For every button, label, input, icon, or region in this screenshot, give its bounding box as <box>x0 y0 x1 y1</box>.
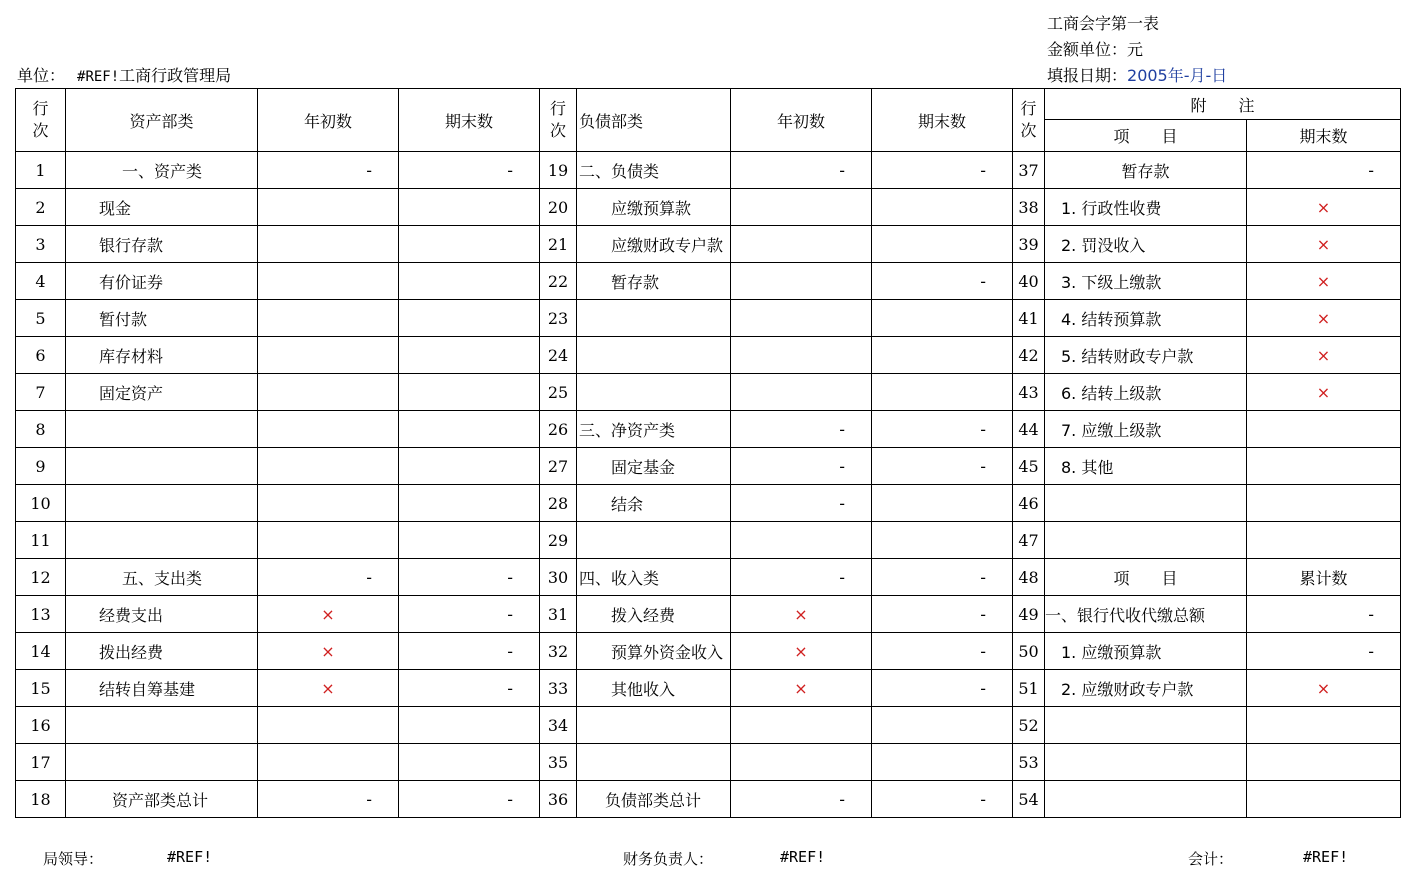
header-note-item: 项 目 <box>1045 120 1247 152</box>
row-number: 6 <box>16 337 66 374</box>
note-item-label: 7. 应缴上级款 <box>1045 411 1247 448</box>
row-number: 18 <box>16 781 66 818</box>
liability-end-value <box>872 374 1013 411</box>
row-number: 10 <box>16 485 66 522</box>
note-value: × <box>1247 337 1401 374</box>
liability-end-value <box>872 522 1013 559</box>
note-value: × <box>1247 263 1401 300</box>
row-number: 48 <box>1013 559 1045 596</box>
asset-begin-value <box>258 485 399 522</box>
asset-begin-value <box>258 263 399 300</box>
asset-end-value <box>399 263 540 300</box>
note-value: × <box>1247 300 1401 337</box>
row-number: 17 <box>16 744 66 781</box>
row-number: 42 <box>1013 337 1045 374</box>
footer-leader-label: 局领导： <box>43 850 104 868</box>
note-item-label: 4. 结转预算款 <box>1045 300 1247 337</box>
footer-finance-label: 财务负责人： <box>623 850 714 868</box>
liability-begin-value <box>731 707 872 744</box>
table-row <box>16 300 1401 337</box>
row-number: 16 <box>16 707 66 744</box>
row-number: 4 <box>16 263 66 300</box>
asset-end-value <box>399 374 540 411</box>
note-item-label <box>1045 522 1247 559</box>
row-number: 31 <box>540 596 577 633</box>
header-row-no: 行 次 <box>16 89 66 152</box>
note-item-label: 5. 结转财政专户款 <box>1045 337 1247 374</box>
liability-end-value <box>872 485 1013 522</box>
asset-begin-value <box>258 337 399 374</box>
header-note-end: 期末数 <box>1247 120 1401 152</box>
asset-item-label: 拨出经费 <box>66 633 258 670</box>
table-row <box>16 596 1401 633</box>
row-number: 36 <box>540 781 577 818</box>
liability-begin-value <box>731 189 872 226</box>
note-item-label: 3. 下级上缴款 <box>1045 263 1247 300</box>
asset-item-label <box>66 485 258 522</box>
table-row <box>16 744 1401 781</box>
row-number: 25 <box>540 374 577 411</box>
row-number: 15 <box>16 670 66 707</box>
liability-begin-value <box>731 226 872 263</box>
header-asset-end: 期末数 <box>399 89 540 152</box>
asset-end-value <box>399 707 540 744</box>
row-number: 11 <box>16 522 66 559</box>
row-number: 38 <box>1013 189 1045 226</box>
liability-end-value: - <box>872 596 1013 633</box>
note-value: 累计数 <box>1247 559 1401 596</box>
asset-begin-value: - <box>258 781 399 818</box>
asset-item-label: 经费支出 <box>66 596 258 633</box>
liability-begin-value: × <box>731 633 872 670</box>
table-row <box>16 559 1401 596</box>
asset-item-label: 一、资产类 <box>66 152 258 189</box>
liability-begin-value: × <box>731 596 872 633</box>
note-value: × <box>1247 670 1401 707</box>
table-row <box>16 670 1401 707</box>
asset-item-label: 现金 <box>66 189 258 226</box>
asset-begin-value <box>258 189 399 226</box>
row-number: 45 <box>1013 448 1045 485</box>
asset-end-value: - <box>399 633 540 670</box>
liability-begin-value: - <box>731 152 872 189</box>
asset-end-value: - <box>399 596 540 633</box>
note-value: × <box>1247 374 1401 411</box>
footer-finance-value: #REF! <box>780 848 826 866</box>
note-item-label: 暂存款 <box>1045 152 1247 189</box>
header-liability-end: 期末数 <box>872 89 1013 152</box>
note-item-label: 6. 结转上级款 <box>1045 374 1247 411</box>
header-notes-title: 附 注 <box>1045 89 1401 120</box>
table-row <box>16 448 1401 485</box>
note-value <box>1247 744 1401 781</box>
liability-end-value <box>872 707 1013 744</box>
row-number: 34 <box>540 707 577 744</box>
row-number: 52 <box>1013 707 1045 744</box>
note-value: - <box>1247 633 1401 670</box>
asset-begin-value: × <box>258 670 399 707</box>
liability-item-label: 三、净资产类 <box>577 411 731 448</box>
org-unit-label: 单位： <box>17 66 66 85</box>
header-row-no-3: 行 次 <box>1013 89 1045 152</box>
note-value: - <box>1247 152 1401 189</box>
row-number: 22 <box>540 263 577 300</box>
asset-end-value <box>399 411 540 448</box>
liability-end-value <box>872 337 1013 374</box>
note-item-label: 2. 罚没收入 <box>1045 226 1247 263</box>
asset-begin-value <box>258 226 399 263</box>
asset-item-label <box>66 744 258 781</box>
org-unit <box>17 66 231 87</box>
asset-item-label: 有价证券 <box>66 263 258 300</box>
table-row <box>16 781 1401 818</box>
header-asset-begin: 年初数 <box>258 89 399 152</box>
note-item-label: 8. 其他 <box>1045 448 1247 485</box>
asset-end-value <box>399 226 540 263</box>
row-number: 28 <box>540 485 577 522</box>
asset-item-label <box>66 522 258 559</box>
row-number: 53 <box>1013 744 1045 781</box>
liability-end-value <box>872 300 1013 337</box>
liability-item-label <box>577 744 731 781</box>
liability-begin-value <box>731 300 872 337</box>
asset-end-value <box>399 485 540 522</box>
table-row <box>16 411 1401 448</box>
form-number: 工商会字第一表 <box>1047 14 1160 33</box>
asset-begin-value <box>258 744 399 781</box>
asset-item-label <box>66 411 258 448</box>
header-asset-category: 资产部类 <box>66 89 258 152</box>
header-liability-begin: 年初数 <box>731 89 872 152</box>
asset-end-value <box>399 448 540 485</box>
row-number: 12 <box>16 559 66 596</box>
asset-end-value: - <box>399 670 540 707</box>
asset-end-value: - <box>399 781 540 818</box>
row-number: 3 <box>16 226 66 263</box>
liability-end-value: - <box>872 152 1013 189</box>
table-row <box>16 263 1401 300</box>
row-number: 8 <box>16 411 66 448</box>
note-item-label <box>1045 707 1247 744</box>
row-number: 5 <box>16 300 66 337</box>
asset-end-value <box>399 744 540 781</box>
row-number: 19 <box>540 152 577 189</box>
liability-begin-value <box>731 263 872 300</box>
asset-begin-value <box>258 300 399 337</box>
note-value <box>1247 485 1401 522</box>
row-number: 49 <box>1013 596 1045 633</box>
note-item-label: 项 目 <box>1045 559 1247 596</box>
liability-end-value: - <box>872 781 1013 818</box>
note-value: × <box>1247 226 1401 263</box>
liability-begin-value: - <box>731 781 872 818</box>
note-item-label <box>1045 781 1247 818</box>
row-number: 54 <box>1013 781 1045 818</box>
footer-leader-value: #REF! <box>167 848 213 866</box>
table-row <box>16 337 1401 374</box>
asset-begin-value: - <box>258 559 399 596</box>
note-value <box>1247 448 1401 485</box>
note-item-label <box>1045 485 1247 522</box>
row-number: 9 <box>16 448 66 485</box>
asset-begin-value: × <box>258 633 399 670</box>
row-number: 39 <box>1013 226 1045 263</box>
liability-item-label <box>577 374 731 411</box>
note-item-label <box>1045 744 1247 781</box>
liability-item-label: 预算外资金收入 <box>577 633 731 670</box>
liability-item-label: 暂存款 <box>577 263 731 300</box>
liability-item-label: 其他收入 <box>577 670 731 707</box>
org-name: 工商行政管理局 <box>119 66 232 85</box>
asset-item-label: 银行存款 <box>66 226 258 263</box>
liability-item-label: 拨入经费 <box>577 596 731 633</box>
table-row <box>16 707 1401 744</box>
report-date <box>1047 66 1227 86</box>
amount-unit: 金额单位：元 <box>1047 40 1144 59</box>
report-date-value: 2005年-月-日 <box>1127 66 1228 85</box>
row-number: 44 <box>1013 411 1045 448</box>
note-value: × <box>1247 189 1401 226</box>
row-number: 43 <box>1013 374 1045 411</box>
asset-begin-value <box>258 522 399 559</box>
liability-item-label: 结余 <box>577 485 731 522</box>
asset-item-label: 资产部类总计 <box>66 781 258 818</box>
liability-end-value <box>872 744 1013 781</box>
note-value <box>1247 781 1401 818</box>
liability-item-label: 应缴预算款 <box>577 189 731 226</box>
liability-item-label: 固定基金 <box>577 448 731 485</box>
note-item-label: 2. 应缴财政专户款 <box>1045 670 1247 707</box>
asset-end-value <box>399 337 540 374</box>
asset-end-value: - <box>399 152 540 189</box>
table-row <box>16 485 1401 522</box>
asset-begin-value <box>258 448 399 485</box>
table-row <box>16 152 1401 189</box>
liability-end-value: - <box>872 670 1013 707</box>
note-value <box>1247 522 1401 559</box>
liability-end-value <box>872 226 1013 263</box>
asset-item-label: 库存材料 <box>66 337 258 374</box>
liability-begin-value <box>731 374 872 411</box>
liability-end-value <box>872 189 1013 226</box>
asset-begin-value <box>258 411 399 448</box>
asset-item-label <box>66 707 258 744</box>
row-number: 47 <box>1013 522 1045 559</box>
asset-item-label: 五、支出类 <box>66 559 258 596</box>
row-number: 40 <box>1013 263 1045 300</box>
row-number: 14 <box>16 633 66 670</box>
liability-begin-value: - <box>731 411 872 448</box>
liability-begin-value <box>731 522 872 559</box>
table-row <box>16 522 1401 559</box>
table-row <box>16 374 1401 411</box>
row-number: 50 <box>1013 633 1045 670</box>
row-number: 41 <box>1013 300 1045 337</box>
liability-end-value: - <box>872 411 1013 448</box>
row-number: 23 <box>540 300 577 337</box>
row-number: 35 <box>540 744 577 781</box>
row-number: 13 <box>16 596 66 633</box>
row-number: 24 <box>540 337 577 374</box>
liability-item-label: 四、收入类 <box>577 559 731 596</box>
row-number: 29 <box>540 522 577 559</box>
asset-item-label: 暂付款 <box>66 300 258 337</box>
liability-item-label <box>577 300 731 337</box>
asset-item-label: 固定资产 <box>66 374 258 411</box>
liability-item-label <box>577 707 731 744</box>
liability-item-label: 应缴财政专户款 <box>577 226 731 263</box>
row-number: 27 <box>540 448 577 485</box>
header-liability-category: 负债部类 <box>577 89 731 152</box>
row-number: 2 <box>16 189 66 226</box>
header-row-no-2: 行 次 <box>540 89 577 152</box>
asset-begin-value: - <box>258 152 399 189</box>
asset-begin-value: × <box>258 596 399 633</box>
report-date-label: 填报日期： <box>1047 66 1128 85</box>
liability-begin-value: × <box>731 670 872 707</box>
note-item-label: 一、银行代收代缴总额 <box>1045 596 1247 633</box>
liability-item-label <box>577 522 731 559</box>
footer-accountant-value: #REF! <box>1303 848 1349 866</box>
balance-sheet-table <box>15 88 1401 818</box>
liability-item-label: 负债部类总计 <box>577 781 731 818</box>
row-number: 30 <box>540 559 577 596</box>
footer-accountant-label: 会计： <box>1188 850 1234 868</box>
liability-begin-value: - <box>731 485 872 522</box>
asset-end-value <box>399 522 540 559</box>
row-number: 1 <box>16 152 66 189</box>
table-row <box>16 226 1401 263</box>
liability-end-value: - <box>872 263 1013 300</box>
row-number: 21 <box>540 226 577 263</box>
liability-begin-value: - <box>731 559 872 596</box>
row-number: 51 <box>1013 670 1045 707</box>
liability-begin-value <box>731 337 872 374</box>
row-number: 32 <box>540 633 577 670</box>
liability-end-value: - <box>872 448 1013 485</box>
liability-end-value: - <box>872 559 1013 596</box>
note-value <box>1247 707 1401 744</box>
row-number: 26 <box>540 411 577 448</box>
row-number: 33 <box>540 670 577 707</box>
asset-begin-value <box>258 707 399 744</box>
liability-item-label: 二、负债类 <box>577 152 731 189</box>
row-number: 7 <box>16 374 66 411</box>
liability-begin-value: - <box>731 448 872 485</box>
table-row <box>16 633 1401 670</box>
liability-item-label <box>577 337 731 374</box>
table-row <box>16 189 1401 226</box>
asset-end-value <box>399 189 540 226</box>
asset-begin-value <box>258 374 399 411</box>
row-number: 20 <box>540 189 577 226</box>
row-number: 46 <box>1013 485 1045 522</box>
liability-end-value: - <box>872 633 1013 670</box>
note-value <box>1247 411 1401 448</box>
liability-begin-value <box>731 744 872 781</box>
asset-end-value <box>399 300 540 337</box>
note-value: - <box>1247 596 1401 633</box>
note-item-label: 1. 行政性收费 <box>1045 189 1247 226</box>
asset-item-label <box>66 448 258 485</box>
row-number: 37 <box>1013 152 1045 189</box>
org-ref: #REF! <box>77 69 120 85</box>
asset-end-value: - <box>399 559 540 596</box>
note-item-label: 1. 应缴预算款 <box>1045 633 1247 670</box>
asset-item-label: 结转自筹基建 <box>66 670 258 707</box>
